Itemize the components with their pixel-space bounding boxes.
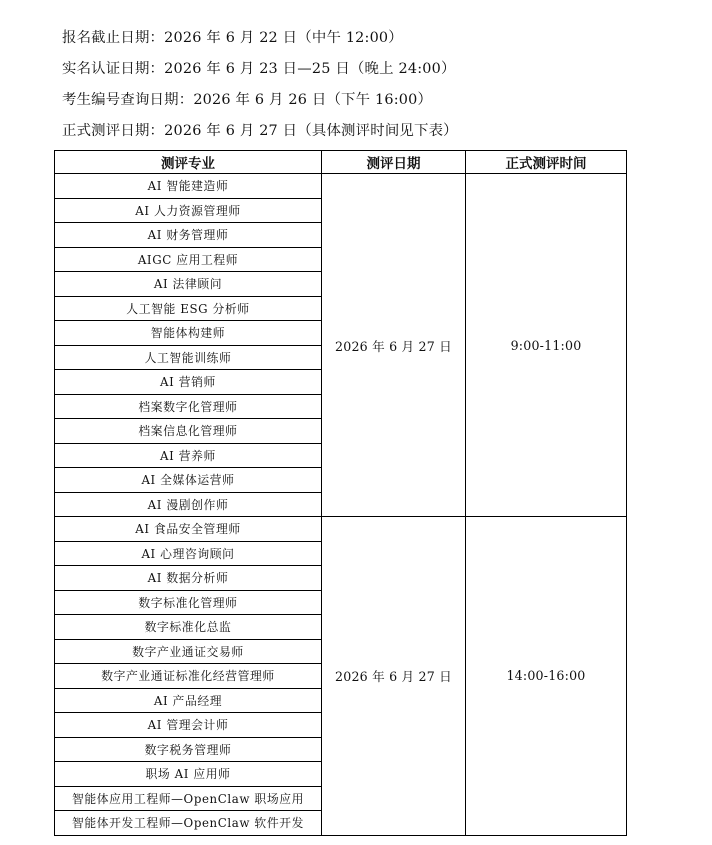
table-row: [55, 517, 627, 542]
major-cell: AI 财务管理师: [55, 223, 322, 248]
registration-deadline-line: 报名截止日期：2026 年 6 月 22 日（中午 12:00）: [62, 30, 403, 46]
major-cell: 数字产业通证标准化经营管理师: [55, 664, 322, 689]
exam-time-cell: 14:00-16:00: [466, 517, 627, 836]
major-cell: 智能体开发工程师—OpenClaw 软件开发: [55, 811, 322, 836]
major-cell: 职场 AI 应用师: [55, 762, 322, 787]
exam-dates-section: [62, 27, 458, 151]
exam-time-cell: 9:00-11:00: [466, 174, 627, 517]
schedule-body: [55, 174, 627, 836]
major-cell: AI 营销师: [55, 370, 322, 395]
major-cell: AI 全媒体运营师: [55, 468, 322, 493]
major-cell: 档案信息化管理师: [55, 419, 322, 444]
major-cell: 数字标准化管理师: [55, 590, 322, 615]
major-cell: 数字税务管理师: [55, 737, 322, 762]
major-cell: AIGC 应用工程师: [55, 247, 322, 272]
major-cell: AI 营养师: [55, 443, 322, 468]
candidate-number-query-line: 考生编号查询日期：2026 年 6 月 26 日（下午 16:00）: [62, 92, 433, 108]
major-cell: AI 心理咨询顾问: [55, 541, 322, 566]
major-cell: AI 法律顾问: [55, 272, 322, 297]
major-cell: 数字产业通证交易师: [55, 639, 322, 664]
major-cell: AI 漫剧创作师: [55, 492, 322, 517]
formal-exam-date-line: 正式测评日期：2026 年 6 月 27 日（具体测评时间见下表）: [62, 123, 458, 139]
table-header-row: [55, 151, 627, 174]
exam-schedule-table: [54, 150, 627, 836]
major-cell: AI 管理会计师: [55, 713, 322, 738]
major-cell: 智能体构建师: [55, 321, 322, 346]
major-cell: AI 数据分析师: [55, 566, 322, 591]
major-cell: 人工智能训练师: [55, 345, 322, 370]
major-cell: 档案数字化管理师: [55, 394, 322, 419]
header-major: 测评专业: [55, 151, 322, 174]
major-cell: 智能体应用工程师—OpenClaw 职场应用: [55, 786, 322, 811]
major-cell: AI 产品经理: [55, 688, 322, 713]
exam-date-cell: 2026 年 6 月 27 日: [322, 174, 466, 517]
major-cell: 人工智能 ESG 分析师: [55, 296, 322, 321]
exam-date-cell: 2026 年 6 月 27 日: [322, 517, 466, 836]
real-name-verification-line: 实名认证日期：2026 年 6 月 23 日—25 日（晚上 24:00）: [62, 61, 456, 77]
table-row: [55, 174, 627, 199]
major-cell: AI 智能建造师: [55, 174, 322, 199]
major-cell: AI 食品安全管理师: [55, 517, 322, 542]
major-cell: 数字标准化总监: [55, 615, 322, 640]
header-exam-time: 正式测评时间: [466, 151, 627, 174]
header-exam-date: 测评日期: [322, 151, 466, 174]
major-cell: AI 人力资源管理师: [55, 198, 322, 223]
